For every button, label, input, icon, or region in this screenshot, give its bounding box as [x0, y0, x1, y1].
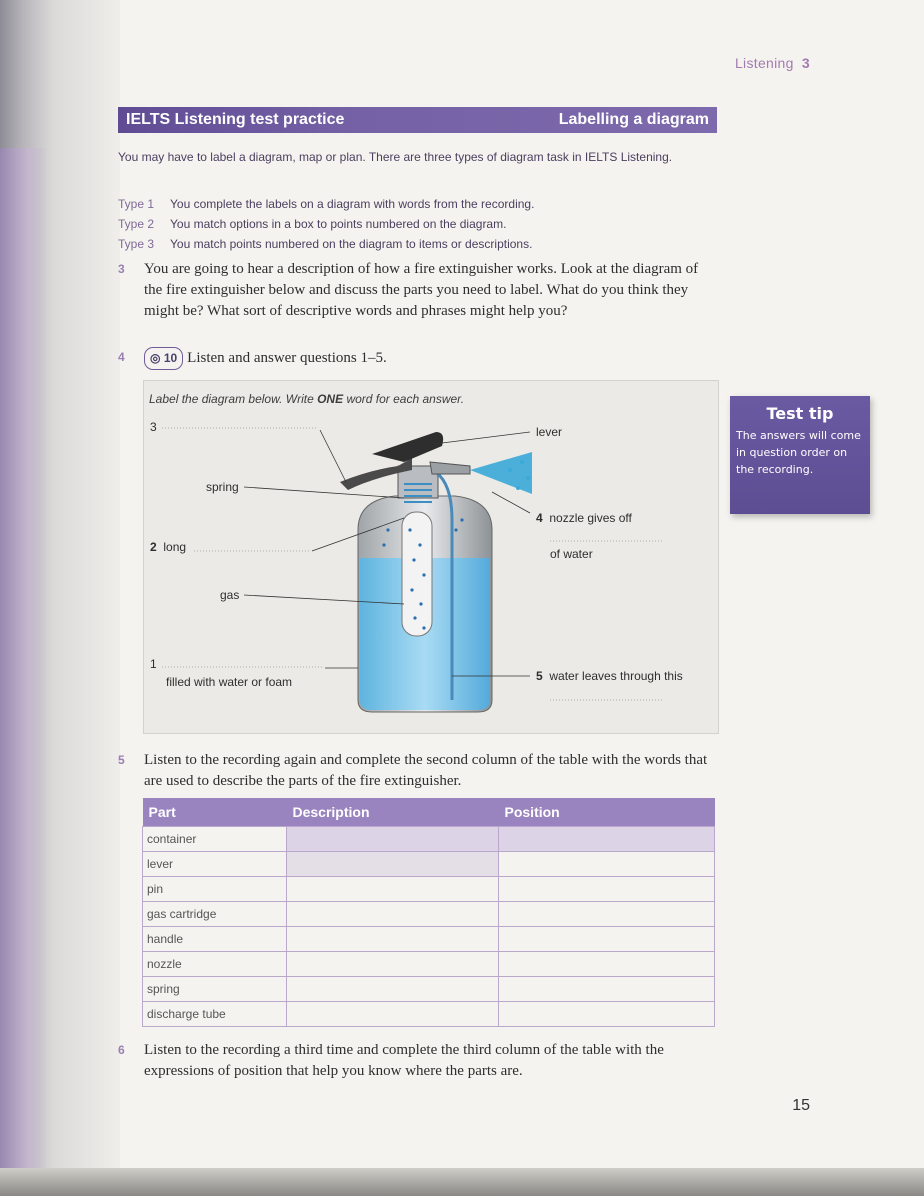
- part-cell: discharge tube: [143, 1002, 287, 1027]
- table-row: [143, 952, 715, 977]
- label-nozzle: nozzle gives off: [549, 511, 632, 525]
- exercise-5: [118, 750, 718, 792]
- running-head: [735, 55, 810, 71]
- parts-table: [142, 798, 715, 1027]
- cd-track-number: 10: [163, 351, 178, 365]
- position-cell[interactable]: [499, 852, 715, 877]
- part-cell: lever: [143, 852, 287, 877]
- type-text: You match options in a box to points numbered on the diagram.: [170, 217, 507, 231]
- exercise-text: Listen to the recording again and complete the second column of the table with the words that are used to describe the parts of the fire extinguisher.: [144, 752, 708, 789]
- exercise-number: 4: [118, 350, 125, 364]
- description-cell[interactable]: [287, 877, 499, 902]
- exercise-text: You are going to hear a description of how a fire extinguisher works. Look at the diagram of the fire extinguisher below and discuss the parts you need to label. What do you think they might be? What sort of descriptive words and phrases might help you?: [144, 261, 699, 319]
- header-position: Position: [499, 798, 715, 827]
- instruction-post: word for each answer.: [343, 392, 465, 406]
- test-tip-body: The answers will come in question order on the recording.: [736, 429, 861, 476]
- table-row: [143, 1002, 715, 1027]
- test-tip-box: [730, 396, 870, 514]
- page-bottom-shadow: [0, 1168, 924, 1196]
- label-item-5: [536, 669, 683, 683]
- type-item: [118, 194, 534, 214]
- cd-track-icon: ◎ 10: [144, 347, 183, 370]
- banner-title: IELTS Listening test practice: [126, 111, 345, 128]
- test-tip-title: Test tip: [766, 404, 834, 423]
- section-name: Listening: [734, 55, 794, 71]
- description-cell[interactable]: [287, 927, 499, 952]
- table-row: [143, 977, 715, 1002]
- page-gutter-tint: [0, 148, 48, 1168]
- intro-text: You may have to label a diagram, map or plan. There are three types of diagram task in IELTS Listening.: [118, 150, 673, 164]
- label-filled: filled with water or foam: [166, 675, 293, 689]
- label-gas: gas: [220, 588, 240, 602]
- exercise-text: Listen to the recording a third time and complete the third column of the table with the expressions of position that help you know where the parts are.: [144, 1042, 664, 1079]
- label-item-4: [536, 511, 632, 525]
- position-cell[interactable]: [499, 977, 715, 1002]
- type-label: Type 1: [118, 197, 155, 211]
- table-row: [143, 827, 715, 852]
- part-cell: container: [143, 827, 287, 852]
- table-row: [143, 902, 715, 927]
- exercise-3: [118, 259, 718, 322]
- position-cell[interactable]: [499, 827, 715, 852]
- page-number: 15: [792, 1097, 810, 1114]
- table-row: [143, 877, 715, 902]
- position-cell[interactable]: [499, 877, 715, 902]
- type-item: [118, 234, 534, 254]
- position-cell[interactable]: [499, 952, 715, 977]
- type-label: Type 3: [118, 237, 155, 251]
- exercise-number: 5: [118, 753, 125, 767]
- type-item: [118, 214, 534, 234]
- label-number-2: 2: [150, 540, 157, 554]
- label-number-4: 4: [536, 511, 543, 525]
- part-cell: gas cartridge: [143, 902, 287, 927]
- part-cell: pin: [143, 877, 287, 902]
- position-cell[interactable]: [499, 1002, 715, 1027]
- position-cell[interactable]: [499, 902, 715, 927]
- section-number: 3: [801, 55, 810, 71]
- exercise-number: 6: [118, 1043, 125, 1057]
- part-cell: nozzle: [143, 952, 287, 977]
- exercise-4: [118, 347, 718, 370]
- label-number-1: 1: [150, 657, 157, 671]
- diagram-instruction: [149, 392, 464, 406]
- header-description: Description: [287, 798, 499, 827]
- label-water-leaves: water leaves through this: [549, 669, 683, 683]
- exercise-number: 3: [118, 262, 125, 276]
- description-cell[interactable]: [287, 827, 499, 852]
- instruction-bold: ONE: [317, 392, 344, 406]
- description-cell[interactable]: [287, 1002, 499, 1027]
- table-header-row: [143, 798, 715, 827]
- label-long: long: [163, 540, 187, 554]
- instruction-pre: Label the diagram below. Write: [149, 392, 318, 406]
- label-lever: lever: [536, 425, 563, 439]
- label-of-water: of water: [550, 547, 593, 561]
- table-row: [143, 927, 715, 952]
- label-number-3: 3: [150, 420, 157, 434]
- type-label: Type 2: [118, 217, 155, 231]
- type-list: [118, 194, 534, 254]
- label-item-2: [150, 540, 186, 554]
- description-cell[interactable]: [287, 977, 499, 1002]
- type-text: You match points numbered on the diagram to items or descriptions.: [170, 237, 533, 251]
- table-row: [143, 852, 715, 877]
- exercise-text: Listen and answer questions 1–5.: [187, 350, 387, 366]
- label-number-5: 5: [536, 669, 543, 683]
- description-cell[interactable]: [287, 952, 499, 977]
- part-cell: spring: [143, 977, 287, 1002]
- header-part: Part: [143, 798, 287, 827]
- section-banner: [118, 107, 717, 133]
- description-cell[interactable]: [287, 902, 499, 927]
- exercise-6: [118, 1040, 718, 1082]
- part-cell: handle: [143, 927, 287, 952]
- label-spring: spring: [206, 480, 239, 494]
- banner-subtitle: Labelling a diagram: [558, 111, 709, 128]
- description-cell[interactable]: [287, 852, 499, 877]
- position-cell[interactable]: [499, 927, 715, 952]
- type-text: You complete the labels on a diagram with words from the recording.: [170, 197, 535, 211]
